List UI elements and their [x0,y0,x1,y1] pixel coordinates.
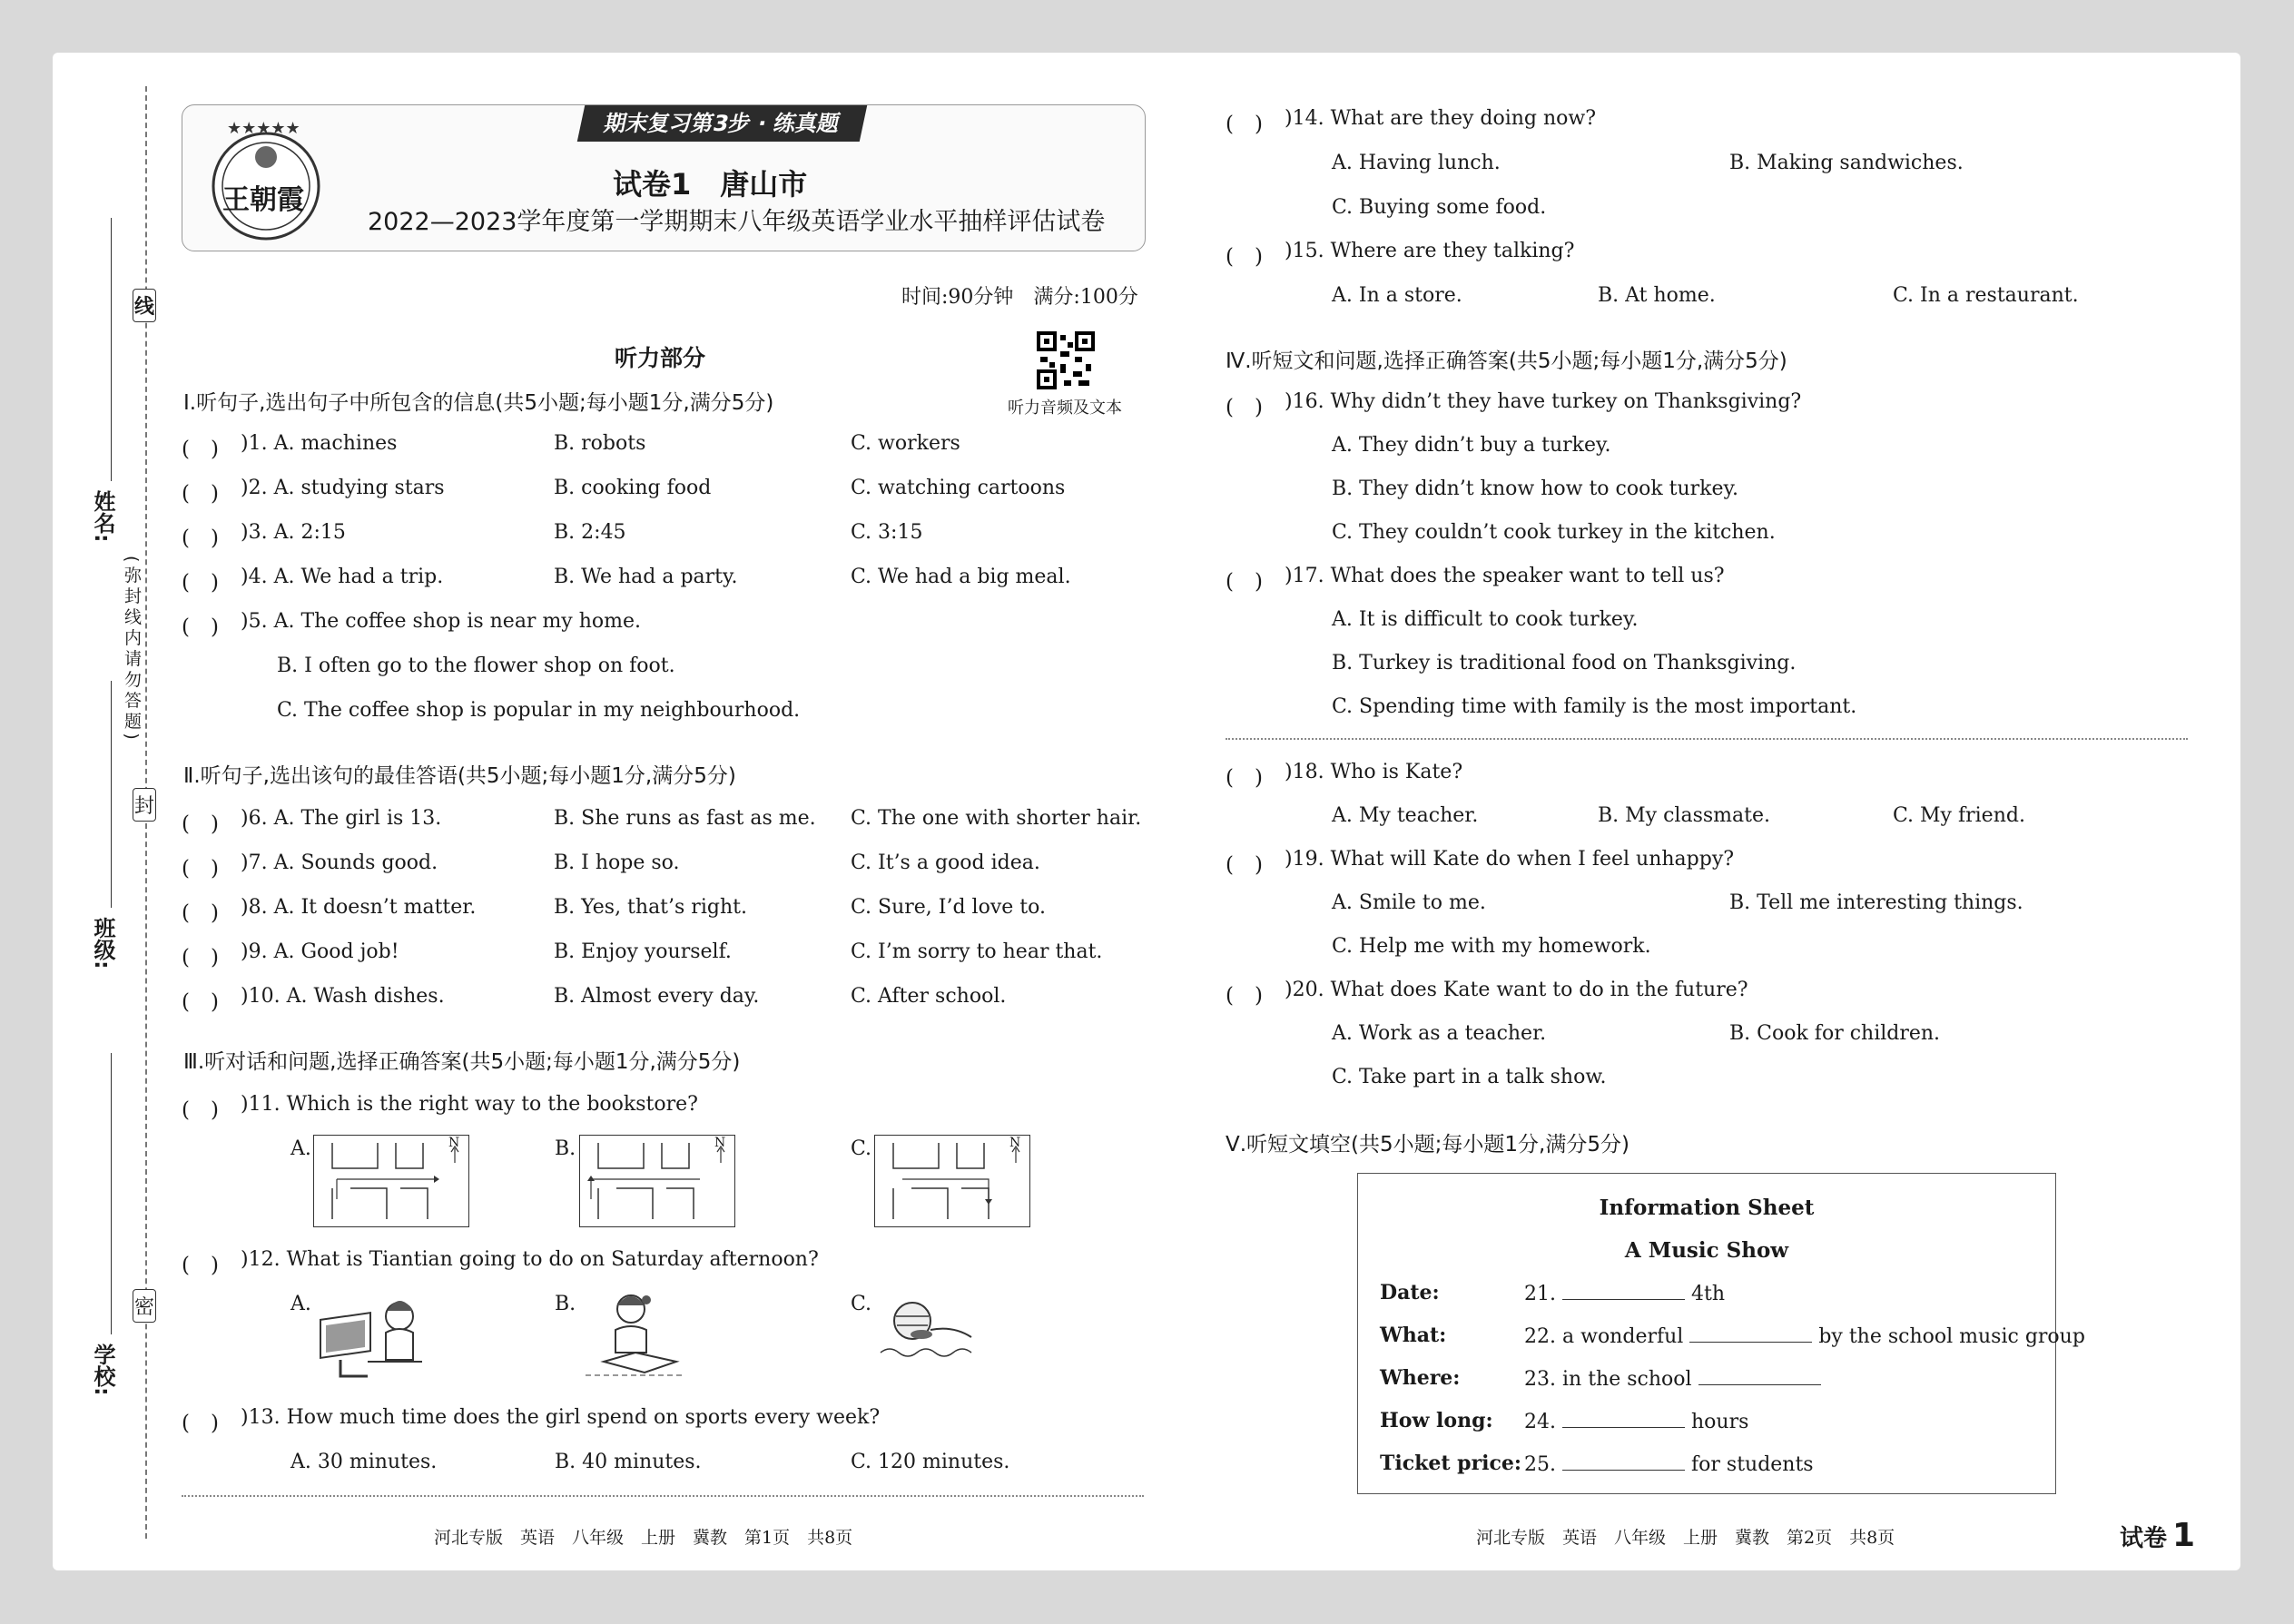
q17-option-c: C. Spending time with family is the most important. [1332,695,1857,718]
answer-blank-6[interactable]: ( ) [182,812,219,836]
blank-number-23: 23. [1524,1368,1556,1391]
answer-blank-18[interactable]: ( ) [1226,766,1263,790]
q20-option-a: A. Work as a teacher. [1332,1022,1547,1045]
section-2-title: Ⅱ.听句子,选出该句的最佳答语(共5小题;每小题1分,满分5分) [183,764,736,788]
info-post-date: 4th [1691,1283,1726,1305]
q17-stem: )17. What does the speaker want to tell us? [1285,565,1725,587]
logo-text: 王朝霞 [222,184,304,216]
info-post-what: by the school music group [1818,1325,2085,1348]
q20-stem: )20. What does Kate want to do in the future? [1285,979,1748,1001]
q1-option-c: C. workers [851,432,960,455]
info-label-what: What: [1380,1324,1447,1347]
divider-left [182,1495,1144,1497]
q9-option-c: C. I’m sorry to hear that. [851,940,1103,963]
school-field[interactable] [111,1053,112,1334]
q3-option-c: C. 3:15 [851,521,923,544]
q18-option-a: A. My teacher. [1332,804,1479,827]
svg-text:★★★★★: ★★★★★ [227,119,300,138]
q5-option-b: B. I often go to the flower shop on foot. [277,655,675,677]
q3-option-a: )3. A. 2:15 [241,521,346,544]
q15-stem: )15. Where are they talking? [1285,240,1575,262]
q11-map-b[interactable] [579,1135,735,1227]
q12-stem: )12. What is Tiantian going to do on Saturday afternoon? [241,1248,819,1271]
q20-option-b: B. Cook for children. [1729,1022,1941,1045]
q8-option-b: B. Yes, that’s right. [554,896,747,919]
class-label: 班级: [90,917,115,969]
qr-code-icon[interactable] [1037,331,1095,389]
section-3-title: Ⅲ.听对话和问题,选择正确答案(共5小题;每小题1分,满分5分) [183,1050,741,1074]
q11-label-b: B. [555,1137,576,1160]
section-5-title: Ⅴ.听短文填空(共5小题;每小题1分,满分5分) [1226,1133,1629,1156]
q18-option-b: B. My classmate. [1598,804,1770,827]
answer-blank-7[interactable]: ( ) [182,857,219,881]
q1-option-a: )1. A. machines [241,432,398,455]
answer-blank-14[interactable]: ( ) [1226,113,1263,136]
answer-blank-19[interactable]: ( ) [1226,853,1263,877]
q2-option-b: B. cooking food [554,477,712,499]
info-pre-where: in the school [1562,1368,1692,1391]
swimming-picture-icon[interactable] [871,1289,989,1380]
q4-option-b: B. We had a party. [554,566,738,588]
name-field[interactable] [111,218,112,481]
q18-stem: )18. Who is Kate? [1285,761,1463,783]
q4-option-a: )4. A. We had a trip. [241,566,444,588]
blank-number-24: 24. [1524,1411,1556,1433]
q19-option-a: A. Smile to me. [1332,891,1486,914]
q11-stem: )11. Which is the right way to the bookstore? [241,1093,698,1116]
q6-option-c: C. The one with shorter hair. [851,807,1142,830]
seal-notice: (弥封线内请勿答题) [120,556,144,743]
q13-option-c: C. 120 minutes. [851,1451,1010,1473]
q5-option-c: C. The coffee shop is popular in my neighbourhood. [277,699,801,722]
q6-option-b: B. She runs as fast as me. [554,807,816,830]
info-post-ticket: for students [1691,1453,1814,1476]
q15-option-b: B. At home. [1598,284,1716,307]
answer-blank-17[interactable]: ( ) [1226,570,1263,594]
seal-mark-line: 线 [133,289,156,322]
time-info: 时间:90分钟 满分:100分 [901,286,1138,309]
q8-option-a: )8. A. It doesn’t matter. [241,896,477,919]
answer-blank-3[interactable]: ( ) [182,527,219,550]
section-4-title: Ⅳ.听短文和问题,选择正确答案(共5小题;每小题1分,满分5分) [1226,349,1787,373]
q18-option-c: C. My friend. [1893,804,2025,827]
info-label-where: Where: [1380,1366,1461,1390]
answer-blank-11[interactable]: ( ) [182,1098,219,1122]
q5-option-a: )5. A. The coffee shop is near my home. [241,610,642,633]
q17-option-b: B. Turkey is traditional food on Thanksgiving. [1332,652,1797,674]
fill-blank-24[interactable] [1562,1409,1685,1428]
q16-option-c: C. They couldn’t cook turkey in the kitchen. [1332,521,1776,544]
divider-right [1226,738,2188,740]
q11-label-a: A. [290,1137,311,1160]
answer-blank-13[interactable]: ( ) [182,1412,219,1435]
answer-blank-9[interactable]: ( ) [182,946,219,969]
q14-stem: )14. What are they doing now? [1285,107,1597,130]
q9-option-b: B. Enjoy yourself. [554,940,732,963]
answer-blank-15[interactable]: ( ) [1226,245,1263,269]
answer-blank-20[interactable]: ( ) [1226,984,1263,1008]
paper-badge-label: 试卷 [2120,1525,2168,1552]
logo [198,113,334,250]
q19-option-b: B. Tell me interesting things. [1729,891,2023,914]
info-label-date: Date: [1380,1281,1440,1304]
q11-map-a-north: N [448,1136,460,1150]
info-label-ticket: Ticket price: [1380,1452,1522,1475]
fill-blank-22[interactable] [1689,1324,1812,1343]
q2-option-a: )2. A. studying stars [241,477,445,499]
answer-blank-5[interactable]: ( ) [182,615,219,639]
answer-blank-10[interactable]: ( ) [182,990,219,1014]
q10-option-c: C. After school. [851,985,1007,1008]
q20-option-c: C. Take part in a talk show. [1332,1066,1607,1088]
q19-option-c: C. Help me with my homework. [1332,935,1651,958]
section-1-title: Ⅰ.听句子,选出句子中所包含的信息(共5小题;每小题1分,满分5分) [183,391,774,415]
q13-option-a: A. 30 minutes. [290,1451,438,1473]
q2-option-c: C. watching cartoons [851,477,1066,499]
blank-number-21: 21. [1524,1283,1556,1305]
q11-map-a[interactable] [313,1135,469,1227]
fill-blank-23[interactable] [1698,1366,1821,1385]
q7-option-c: C. It’s a good idea. [851,851,1040,874]
q11-map-b-north: N [714,1136,726,1150]
q14-option-a: A. Having lunch. [1332,152,1501,174]
q3-option-b: B. 2:45 [554,521,626,544]
q6-option-a: )6. A. The girl is 13. [241,807,442,830]
seal-mark-secret: 密 [133,1289,156,1323]
q15-option-a: A. In a store. [1332,284,1462,307]
q10-option-b: B. Almost every day. [554,985,760,1008]
blank-number-25: 25. [1524,1453,1556,1476]
q9-option-a: )9. A. Good job! [241,940,399,963]
q11-map-c[interactable] [874,1135,1030,1227]
q12-label-c: C. [851,1293,872,1315]
paper-badge [2120,1517,2195,1554]
seal-mark-seal: 封 [133,788,156,822]
info-pre-what: a wonderful [1562,1325,1684,1348]
homework-picture-icon[interactable] [581,1289,690,1389]
info-post-how-long: hours [1691,1411,1749,1433]
fill-blank-25[interactable] [1562,1452,1685,1471]
q13-stem: )13. How much time does the girl spend on sports every week? [241,1406,881,1429]
answer-blank-2[interactable]: ( ) [182,482,219,506]
computer-picture-icon[interactable] [313,1289,431,1389]
paper-title: 试卷1 唐山市 [613,167,808,202]
class-field[interactable] [111,681,112,908]
q8-option-c: C. Sure, I’d love to. [851,896,1046,919]
answer-blank-1[interactable]: ( ) [182,438,219,461]
info-sheet-title: Information Sheet [1599,1196,1815,1220]
q16-option-b: B. They didn’t know how to cook turkey. [1332,477,1739,500]
q13-option-b: B. 40 minutes. [555,1451,702,1473]
q4-option-c: C. We had a big meal. [851,566,1071,588]
answer-blank-8[interactable]: ( ) [182,901,219,925]
name-label: 姓名: [90,490,115,543]
school-label: 学校: [90,1343,115,1396]
answer-blank-16[interactable]: ( ) [1226,396,1263,419]
paper-badge-number: 1 [2172,1517,2196,1554]
qr-caption: 听力音频及文本 [1008,399,1122,418]
blank-number-22: 22. [1524,1325,1556,1348]
answer-blank-4[interactable]: ( ) [182,571,219,595]
q16-stem: )16. Why didn’t they have turkey on Thanksgiving? [1285,390,1802,413]
answer-blank-12[interactable]: ( ) [182,1254,219,1277]
q15-option-c: C. In a restaurant. [1893,284,2079,307]
listening-title: 听力部分 [615,345,706,371]
information-sheet [1357,1173,2085,1494]
paper-subtitle: 2022—2023学年度第一学期期末八年级英语学业水平抽样评估试卷 [368,208,1106,236]
q1-option-b: B. robots [554,432,646,455]
q7-option-b: B. I hope so. [554,851,680,874]
header-banner: 期末复习第3步 · 练真题 [577,105,867,142]
q19-stem: )19. What will Kate do when I feel unhappy? [1285,848,1735,871]
q17-option-a: A. It is difficult to cook turkey. [1332,608,1639,631]
q12-label-a: A. [290,1293,311,1315]
footer-left: 河北专版 英语 八年级 上册 冀教 第1页 共8页 [434,1528,853,1548]
q16-option-a: A. They didn’t buy a turkey. [1332,434,1611,457]
q12-label-b: B. [555,1293,576,1315]
q10-option-a: )10. A. Wash dishes. [241,985,445,1008]
q14-option-b: B. Making sandwiches. [1729,152,1964,174]
info-label-how-long: How long: [1380,1409,1493,1432]
info-sheet-subtitle: A Music Show [1624,1238,1789,1263]
q11-label-c: C. [851,1137,872,1160]
fill-blank-21[interactable] [1562,1281,1685,1300]
q11-map-c-north: N [1009,1136,1021,1150]
footer-right: 河北专版 英语 八年级 上册 冀教 第2页 共8页 [1476,1528,1895,1548]
q14-option-c: C. Buying some food. [1332,196,1547,219]
q7-option-a: )7. A. Sounds good. [241,851,438,874]
